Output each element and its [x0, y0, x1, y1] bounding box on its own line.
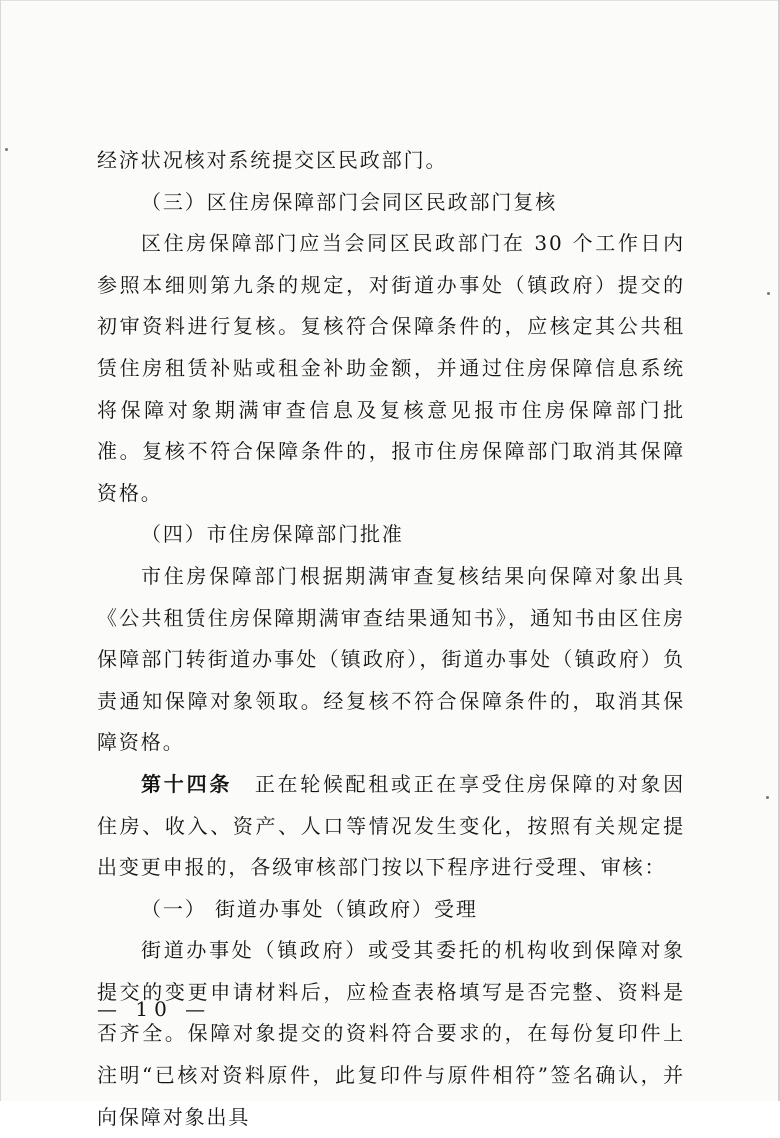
section-heading-3: （三）区住房保障部门会同区民政部门复核 [141, 189, 558, 214]
paragraph-continuation: 经济状况核对系统提交区民政部门。 [97, 148, 448, 172]
paragraph-street-office: 街道办事处（镇政府）或受其委托的机构收到保障对象提交的变更申请材料后，应检查表格填写是否完整、资料是否齐全。保障对象提交的资料符合要求的，在每份复印件上注明“已核对资料原件，此复印件与原件相符”签名确认，并向保障对象出具 [97, 938, 685, 1129]
article-14-text: 正在轮候配租或正在享受住房保障的对象因住房、收入、资产、人口等情况发生变化，按照有关规定提出变更申报的，各级审核部门按以下程序进行受理、审核： [97, 771, 686, 880]
scan-speck [767, 292, 770, 295]
section-heading-1: （一） 街道办事处（镇政府）受理 [141, 896, 478, 921]
paragraph-district-review: 区住房保障部门应当会同区民政部门在 30 个工作日内参照本细则第九条的规定，对街道办事处（镇政府）提交的初审资料进行复核。复核符合保障条件的，应核定其公共租赁住房租赁补贴或租金补助金额，并通过住房保障信息系统将保障对象期满审查信息及复核意见报市住房保障部门批准。复核不符合保障条件的，报市住房保障部门取消其保障资格。 [97, 231, 685, 505]
page-number: — 10 — [97, 997, 212, 1021]
scan-edge [1, 0, 778, 1]
scan-speck [5, 148, 8, 151]
article-14 [97, 764, 685, 889]
paragraph-city-approval: 市住房保障部门根据期满审查复核结果向保障对象出具《公共租赁住房保障期满审查结果通知书》，通知书由区住房保障部门转街道办事处（镇政府），街道办事处（镇政府）负责通知保障对象领取。经复核不符合保障条件的，取消其保障资格。 [97, 563, 685, 755]
article-number: 第十四条 [141, 771, 233, 796]
section-heading-4: （四）市住房保障部门批准 [141, 522, 404, 547]
scan-speck [766, 796, 769, 799]
body-text [97, 140, 685, 1138]
